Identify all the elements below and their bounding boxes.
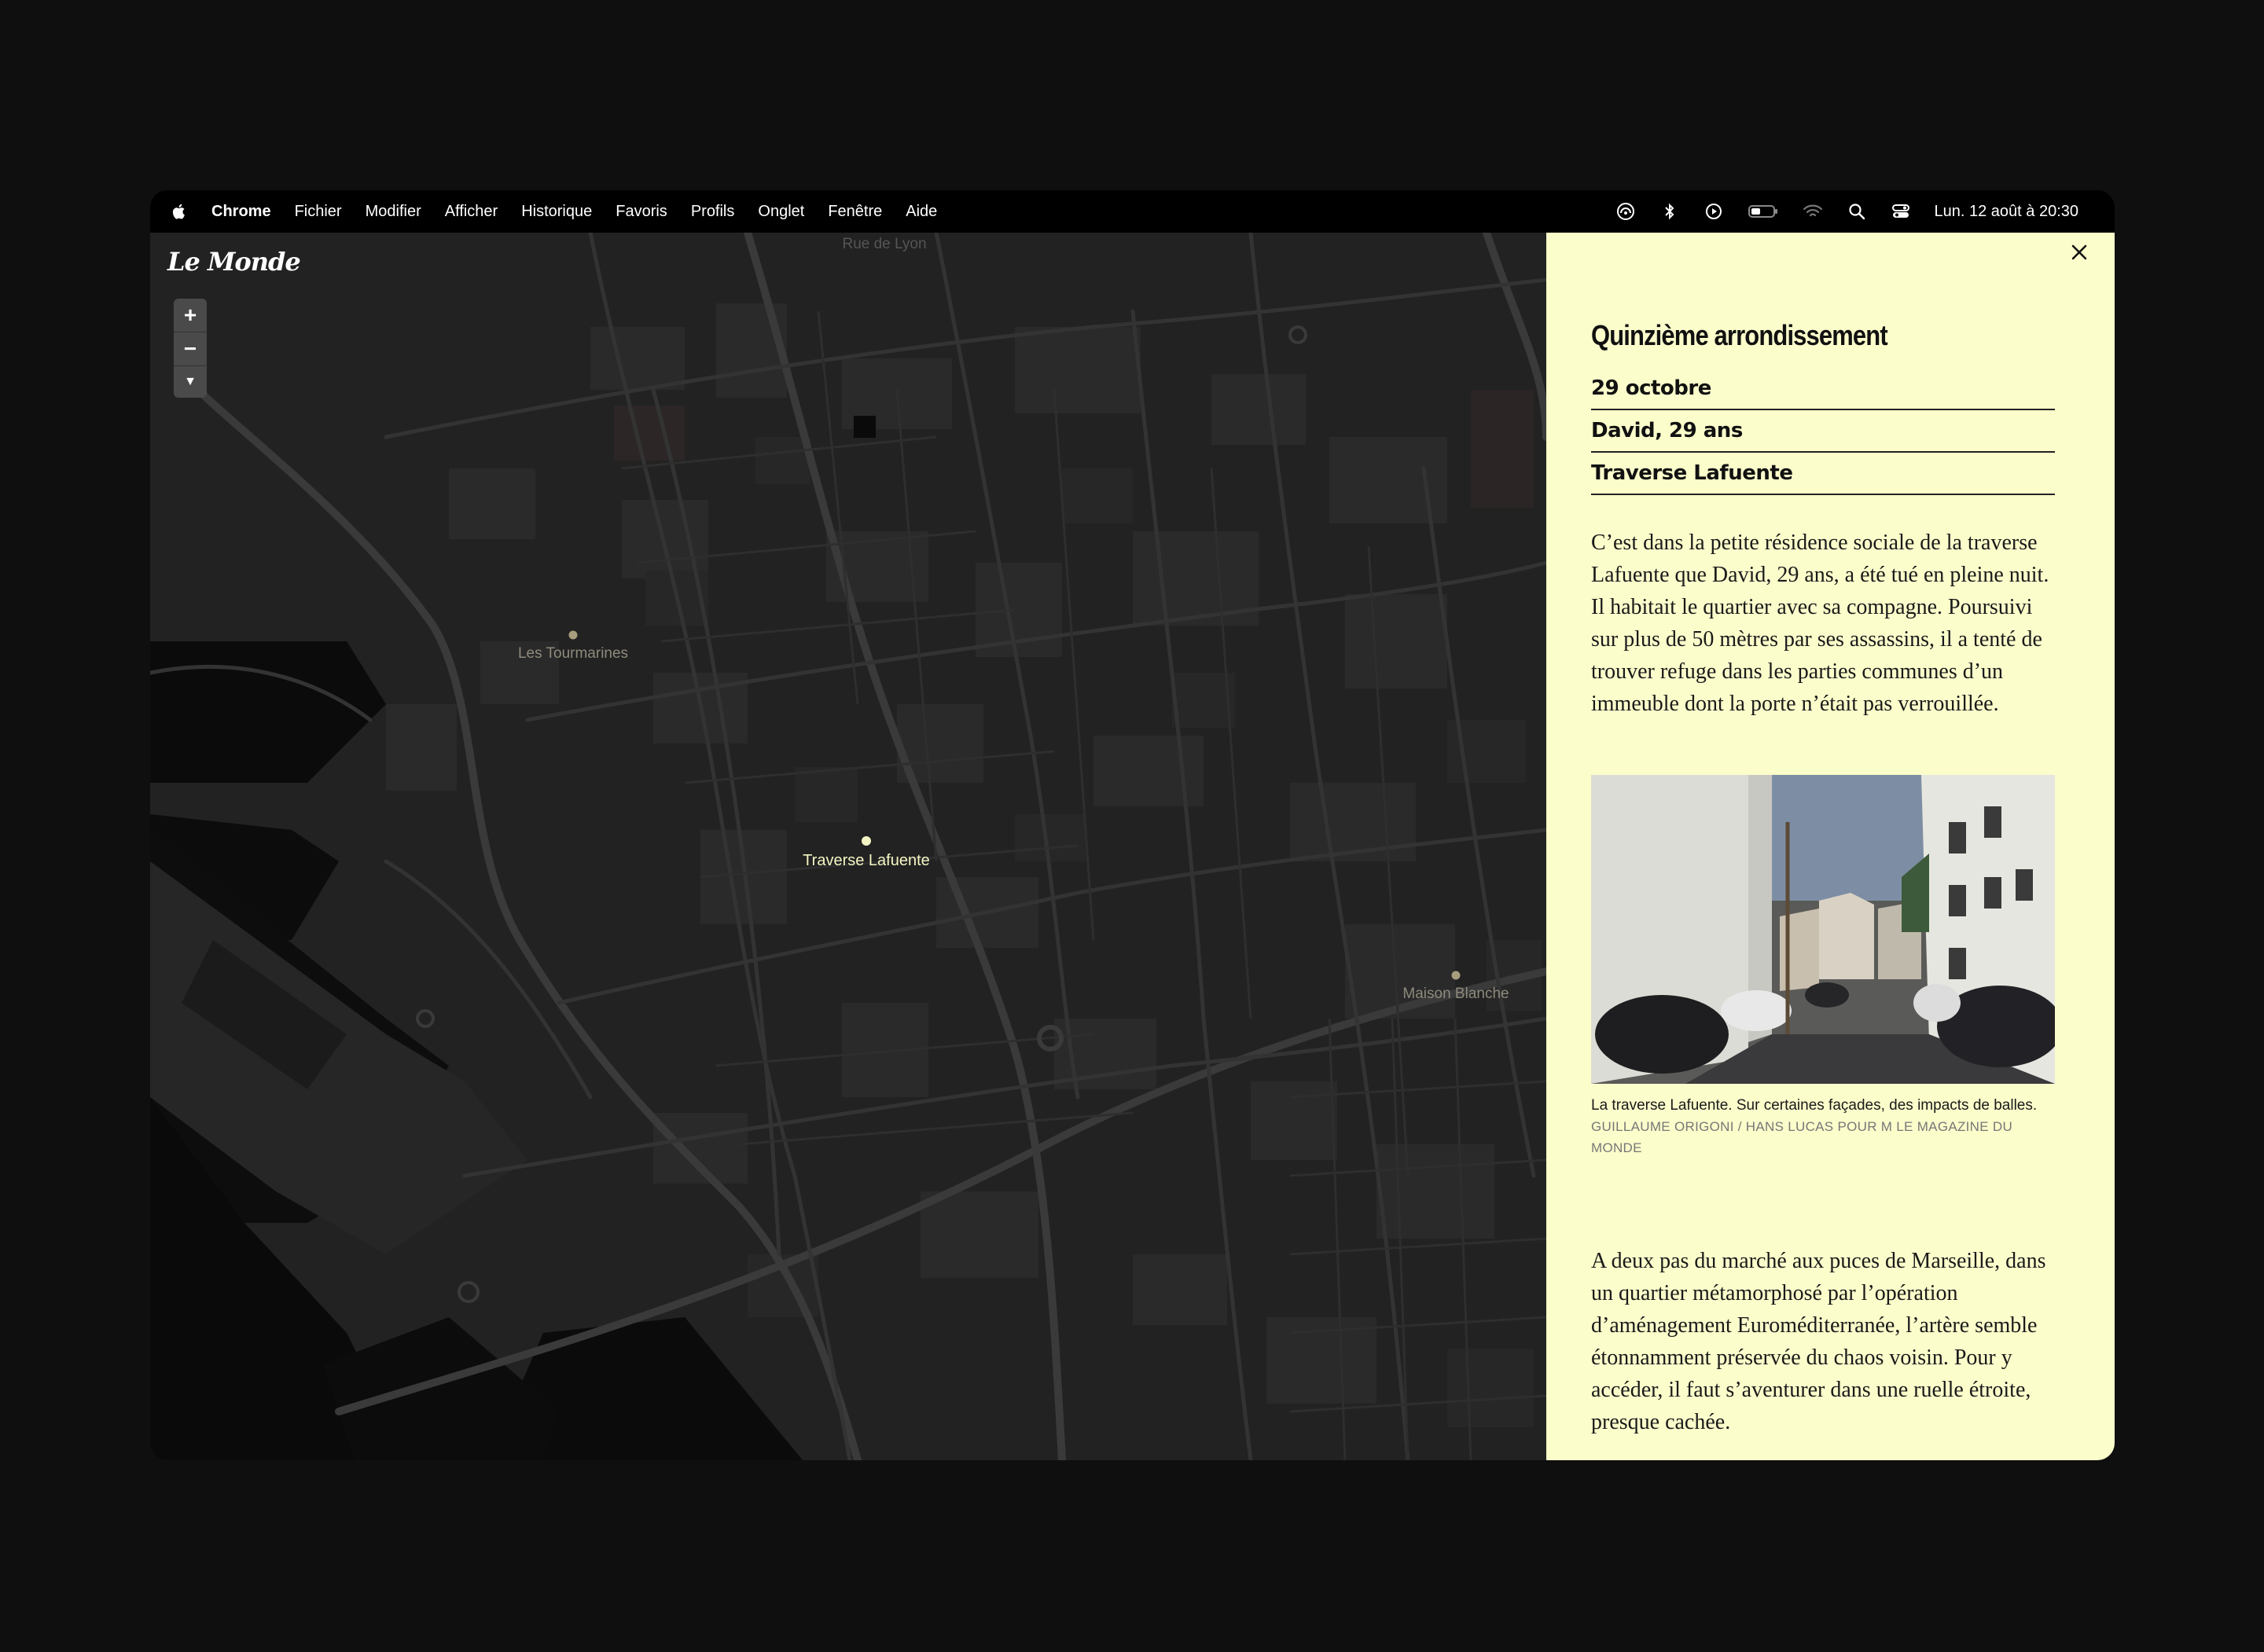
menu-bar [150,190,2115,233]
battery-icon[interactable] [1748,201,1779,222]
map-marker-maison-blanche[interactable] [1452,971,1461,980]
menu-fenetre[interactable]: Fenêtre [828,202,883,220]
status-area [1615,190,2115,233]
story-place: Traverse Lafuente [1591,453,2055,495]
apple-icon[interactable] [171,203,188,220]
reset-north-button[interactable]: ▼ [184,375,197,388]
photo-caption [1591,1095,2055,1158]
zoom-in-button[interactable]: + [174,299,207,332]
story-paragraph-2: A deux pas du marché aux puces de Marseille, dans un quartier métamorphosé par l’opération d’aménagement Euroméditerranée, l’artère semble étonnamment préservée du chaos voisin. Pour y accéder, il faut s’aventurer dans une ruelle étroite, presque cachée. [1591,1249,2046,1434]
photo-caption-text: La traverse Lafuente. Sur certaines façades, des impacts de balles. [1591,1097,2038,1114]
map[interactable] [150,233,1546,1460]
map-base-layer [150,233,1546,1460]
menu-profils[interactable]: Profils [690,202,735,220]
map-marker-lafuente[interactable] [862,836,871,846]
play-icon[interactable] [1704,201,1724,222]
story-victim: David, 29 ans [1591,410,2055,453]
story-photo[interactable] [1591,775,2055,1084]
wifi-icon[interactable] [1803,201,1823,222]
menu-fichier[interactable]: Fichier [294,202,342,220]
close-button[interactable] [2067,240,2091,264]
bluetooth-icon[interactable] [1659,201,1680,222]
control-center-icon[interactable] [1891,201,1911,222]
story-date: 29 octobre [1591,365,2055,410]
map-marker-tourmarines[interactable] [569,631,578,640]
panel-title: Quinzième arrondissement [1591,319,1887,351]
map-label-maison-blanche[interactable]: Maison Blanche [1402,986,1509,1002]
menu-afficher[interactable]: Afficher [444,202,498,220]
menu-onglet[interactable]: Onglet [758,202,805,220]
story-paragraph-1: C’est dans la petite résidence sociale de la traverse Lafuente que David, 29 ans, a été tué en pleine nuit. Il habitait le quartier avec sa compagne. Poursuivi sur plus de 50 mètres par ses assassins, il a tenté de trouver refuge dans les parties communes d’un immeuble dont la porte n’était pas verrouillée. [1591,530,2049,716]
le-monde-logo[interactable]: Le Monde [167,247,300,277]
vpn-icon[interactable] [1615,201,1636,222]
panel-content [1591,319,2055,1438]
menu-historique[interactable]: Historique [521,202,593,220]
street-photo-illustration [1591,775,2055,1084]
map-label-rue-de-lyon: Rue de Lyon [842,236,927,252]
menu-modifier[interactable]: Modifier [365,202,421,220]
photo-credit: GUILLAUME ORIGONI / HANS LUCAS POUR M LE MAGAZINE DU MONDE [1591,1119,2013,1155]
map-label-tourmarines[interactable]: Les Tourmarines [517,645,629,662]
story-panel [1546,233,2115,1460]
map-label-lafuente[interactable]: Traverse Lafuente [803,852,930,869]
menu-favoris[interactable]: Favoris [616,202,667,220]
screen [150,190,2115,1460]
app-name[interactable]: Chrome [211,202,271,220]
zoom-out-button[interactable]: − [174,332,207,366]
menu-aide[interactable]: Aide [906,202,938,220]
clock[interactable]: Lun. 12 août à 20:30 [1934,202,2078,220]
search-icon[interactable] [1847,201,1867,222]
zoom-controls [174,299,207,398]
close-icon [2071,244,2087,260]
